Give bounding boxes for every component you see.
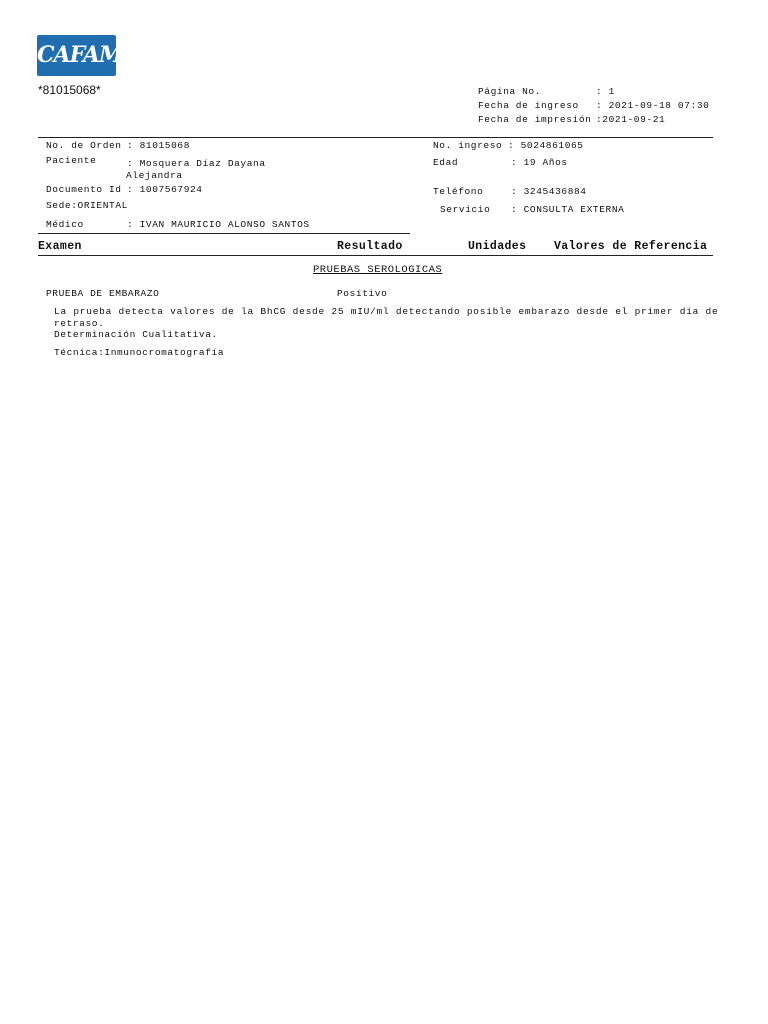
patient-label: Paciente — [46, 155, 97, 166]
header-units: Unidades — [468, 240, 527, 253]
page-label: Página No. — [478, 86, 542, 97]
header-exam: Examen — [38, 240, 82, 253]
phone-value: : 3245436884 — [511, 186, 587, 197]
document-value: : 1007567924 — [127, 184, 203, 195]
header-bottom-rule — [38, 255, 713, 256]
patient-block-bottom-rule — [38, 233, 410, 234]
service-value: : CONSULTA EXTERNA — [511, 204, 625, 215]
document-label: Documento Id — [46, 184, 122, 195]
doctor-value: : IVAN MAURICIO ALONSO SANTOS — [127, 219, 310, 230]
service-label: Servicio — [440, 204, 491, 215]
admission-label: No. ingreso — [433, 140, 503, 151]
cafam-logo — [37, 35, 123, 76]
age-label: Edad — [433, 157, 459, 168]
phone-label: Teléfono — [433, 186, 484, 197]
technique-line: Técnica:Inmunocromatografía — [54, 347, 225, 358]
patient-block-top-rule — [38, 137, 713, 138]
entry-date-value: : 2021-09-18 07:30 — [596, 100, 710, 111]
patient-name-line1: : Mosquera Díaz Dayana — [127, 158, 266, 169]
entry-date-label: Fecha de ingreso — [478, 100, 579, 111]
note-line-3: Determinación Cualitativa. — [54, 329, 218, 340]
barcode-text: *81015068* — [38, 83, 101, 97]
age-value: : 19 Años — [511, 157, 568, 168]
note-line-2: retraso. — [54, 318, 105, 329]
order-value: : 81015068 — [127, 140, 191, 151]
header-reference: Valores de Referencia — [554, 240, 708, 253]
logo-text: CAFAM — [37, 42, 123, 68]
header-result: Resultado — [337, 240, 403, 253]
admission-value: : 5024861065 — [508, 140, 584, 151]
order-label: No. de Orden — [46, 140, 122, 151]
test-name: PRUEBA DE EMBARAZO — [46, 288, 160, 299]
doctor-label: Médico — [46, 219, 84, 230]
page-value: : 1 — [596, 86, 615, 97]
print-date-value: :2021-09-21 — [596, 114, 666, 125]
section-title: PRUEBAS SEROLOGICAS — [313, 264, 443, 276]
test-result: Positivo — [337, 288, 388, 299]
patient-name-line2: Alejandra — [126, 170, 183, 181]
site-label — [46, 200, 128, 211]
print-date-label: Fecha de impresión — [478, 114, 592, 125]
site-label-text: Sede: — [46, 200, 78, 211]
note-line-1: La prueba detecta valores de la BhCG desde 25 mIU/ml detectando posible embarazo desde el primer día de — [54, 306, 719, 317]
site-value: ORIENTAL — [77, 200, 128, 211]
